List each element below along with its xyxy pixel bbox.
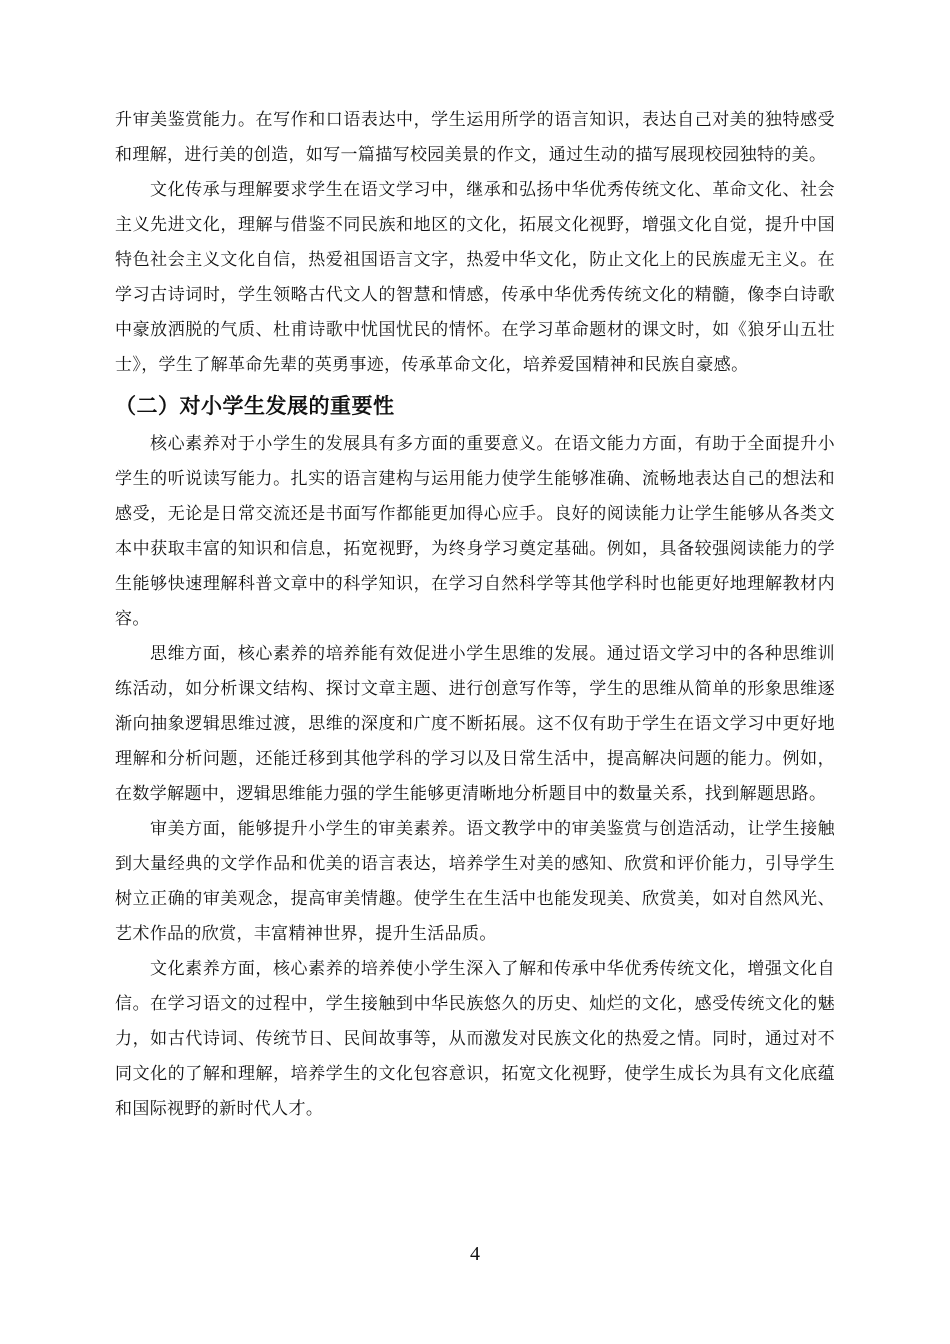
body-paragraph-3: 核心素养对于小学生的发展具有多方面的重要意义。在语文能力方面，有助于全面提升小学生的听说读写能力。扎实的语言建构与运用能力使学生能够准确、流畅地表达自己的想法和感受，无论是日常交流还是书面写作都能更加得心应手。良好的阅读能力让学生能够从各类文本中获取丰富的知识和信息，拓宽视野，为终身学习奠定基础。例如，具备较强阅读能力的学生能够快速理解科普文章中的科学知识，在学习自然科学等其他学科时也能更好地理解教材内容。 xyxy=(115,434,835,629)
body-paragraph-5: 审美方面，能够提升小学生的审美素养。语文教学中的审美鉴赏与创造活动，让学生接触到大量经典的文学作品和优美的语言表达，培养学生对美的感知、欣赏和评价能力，引导学生树立正确的审美观念，提高审美情趣。使学生在生活中也能发现美、欣赏美，如对自然风光、艺术作品的欣赏，丰富精神世界，提升生活品质。 xyxy=(115,819,835,944)
page-body xyxy=(115,103,835,1127)
page-number: 4 xyxy=(470,1243,480,1265)
body-paragraph-1: 升审美鉴赏能力。在写作和口语表达中，学生运用所学的语言知识，表达自己对美的独特感受和理解，进行美的创造，如写一篇描写校园美景的作文，通过生动的描写展现校园独特的美。 xyxy=(115,110,835,165)
section-heading: （二）对小学生发展的重要性 xyxy=(115,394,395,418)
body-paragraph-4: 思维方面，核心素养的培养能有效促进小学生思维的发展。通过语文学习中的各种思维训练活动，如分析课文结构、探讨文章主题、进行创意写作等，学生的思维从简单的形象思维逐渐向抽象逻辑思维过渡，思维的深度和广度不断拓展。这不仅有助于学生在语文学习中更好地理解和分析问题，还能迁移到其他学科的学习以及日常生活中，提高解决问题的能力。例如，在数学解题中，逻辑思维能力强的学生能够更清晰地分析题目中的数量关系，找到解题思路。 xyxy=(115,644,835,804)
body-paragraph-6: 文化素养方面，核心素养的培养使小学生深入了解和传承中华优秀传统文化，增强文化自信。在学习语文的过程中，学生接触到中华民族悠久的历史、灿烂的文化，感受传统文化的魅力，如古代诗词、传统节日、民间故事等，从而激发对民族文化的热爱之情。同时，通过对不同文化的了解和理解，培养学生的文化包容意识，拓宽文化视野，使学生成长为具有文化底蕴和国际视野的新时代人才。 xyxy=(115,959,835,1119)
body-paragraph-2: 文化传承与理解要求学生在语文学习中，继承和弘扬中华优秀传统文化、革命文化、社会主义先进文化，理解与借鉴不同民族和地区的文化，拓展文化视野，增强文化自觉，提升中国特色社会主义文化自信，热爱祖国语言文字，热爱中华文化，防止文化上的民族虚无主义。在学习古诗词时，学生领略古代文人的智慧和情感，传承中华优秀传统文化的精髓，像李白诗歌中豪放洒脱的气质、杜甫诗歌中忧国忧民的情怀。在学习革命题材的课文时，如《狼牙山五壮士》，学生了解革命先辈的英勇事迹，传承革命文化，培养爱国精神和民族自豪感。 xyxy=(115,180,835,375)
